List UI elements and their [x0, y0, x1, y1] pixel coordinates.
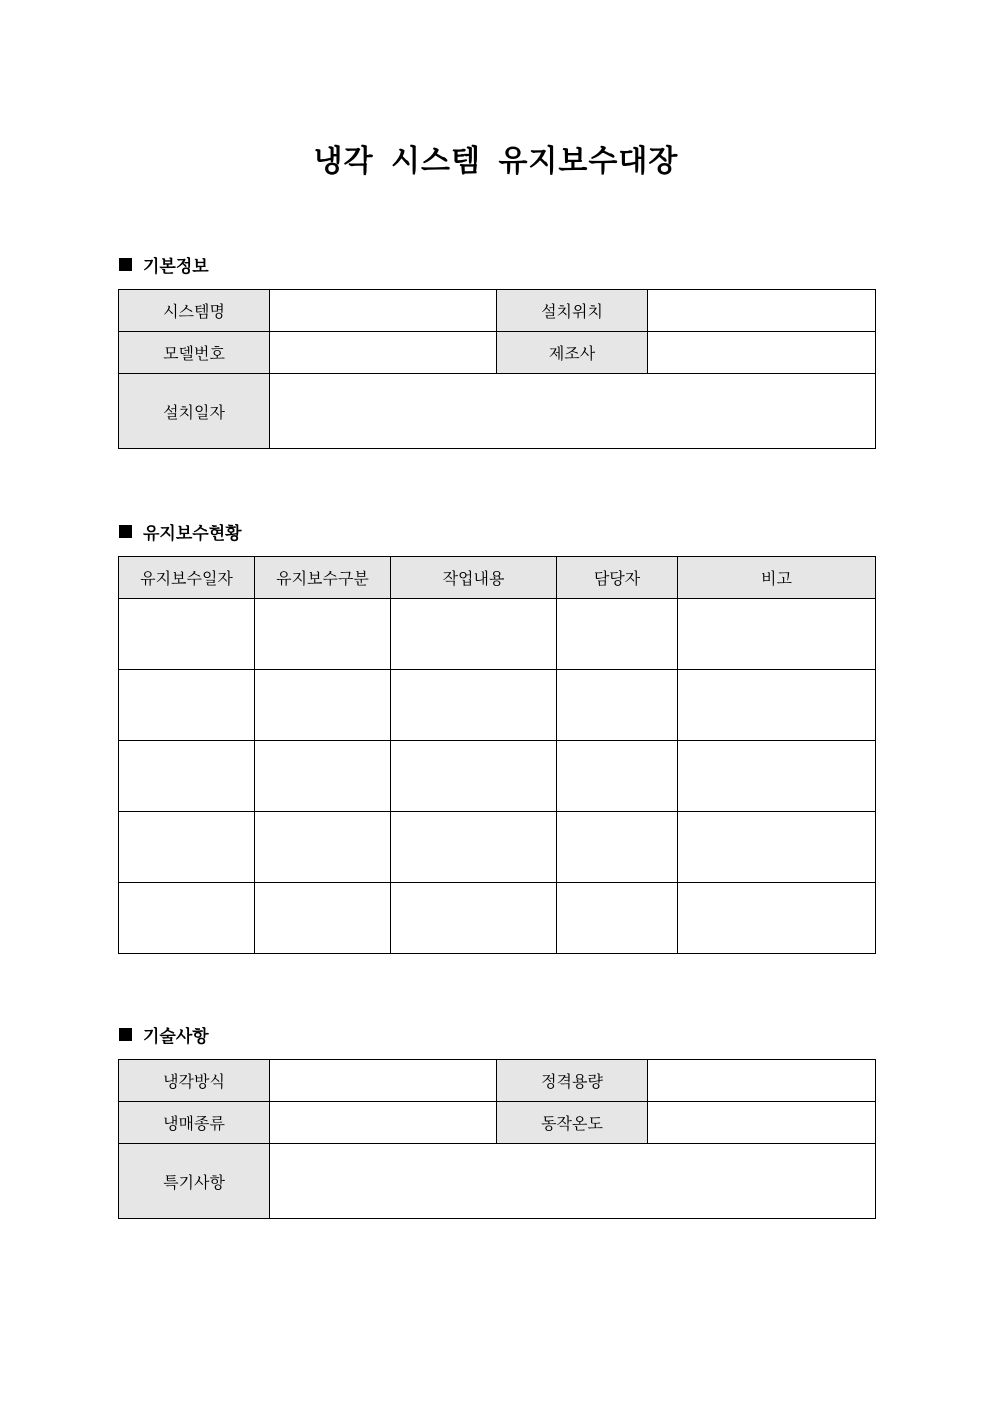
table-cell[interactable]	[391, 670, 557, 741]
table-cell[interactable]	[119, 670, 255, 741]
table-cell[interactable]	[557, 670, 678, 741]
table-cell[interactable]	[255, 883, 391, 954]
table-cell[interactable]	[391, 599, 557, 670]
section-heading-label: 기술사항	[143, 1026, 209, 1047]
table-cell[interactable]	[391, 812, 557, 883]
column-header-person-in-charge: 담당자	[557, 557, 678, 599]
square-bullet-icon	[119, 258, 132, 271]
table-cell[interactable]	[255, 670, 391, 741]
system-name-field[interactable]	[270, 290, 497, 332]
install-location-field[interactable]	[648, 290, 876, 332]
table-cell[interactable]	[678, 812, 876, 883]
maintenance-table	[118, 556, 876, 954]
table-cell[interactable]	[119, 741, 255, 812]
system-name-label: 시스템명	[119, 290, 270, 332]
table-cell[interactable]	[557, 599, 678, 670]
table-cell[interactable]	[678, 599, 876, 670]
operating-temp-label: 동작온도	[497, 1102, 648, 1144]
table-row	[119, 741, 876, 812]
rated-capacity-label: 정격용량	[497, 1060, 648, 1102]
operating-temp-field[interactable]	[648, 1102, 876, 1144]
column-header-maintenance-date: 유지보수일자	[119, 557, 255, 599]
section-heading-tech	[119, 1022, 209, 1046]
model-number-label: 모델번호	[119, 332, 270, 374]
table-row	[119, 812, 876, 883]
basic-info-table	[118, 289, 876, 449]
column-header-remarks: 비고	[678, 557, 876, 599]
section-heading-label: 기본정보	[143, 256, 209, 277]
tech-table	[118, 1059, 876, 1219]
rated-capacity-field[interactable]	[648, 1060, 876, 1102]
table-row	[119, 883, 876, 954]
refrigerant-type-label: 냉매종류	[119, 1102, 270, 1144]
document-title: 냉각 시스템 유지보수대장	[313, 144, 679, 179]
install-date-field[interactable]	[270, 374, 876, 449]
table-cell[interactable]	[255, 741, 391, 812]
table-cell[interactable]	[391, 883, 557, 954]
cooling-method-label: 냉각방식	[119, 1060, 270, 1102]
section-heading-basic-info	[119, 252, 209, 276]
table-row	[119, 599, 876, 670]
refrigerant-type-field[interactable]	[270, 1102, 497, 1144]
section-heading-label: 유지보수현황	[143, 523, 242, 544]
manufacturer-label: 제조사	[497, 332, 648, 374]
table-cell[interactable]	[255, 599, 391, 670]
table-cell[interactable]	[678, 883, 876, 954]
table-cell[interactable]	[557, 741, 678, 812]
square-bullet-icon	[119, 1028, 132, 1041]
manufacturer-field[interactable]	[648, 332, 876, 374]
square-bullet-icon	[119, 525, 132, 538]
table-cell[interactable]	[678, 741, 876, 812]
model-number-field[interactable]	[270, 332, 497, 374]
special-notes-field[interactable]	[270, 1144, 876, 1219]
table-row	[119, 670, 876, 741]
table-cell[interactable]	[557, 812, 678, 883]
special-notes-label: 특기사항	[119, 1144, 270, 1219]
section-heading-maintenance	[119, 519, 242, 543]
table-cell[interactable]	[557, 883, 678, 954]
column-header-work-details: 작업내용	[391, 557, 557, 599]
table-cell[interactable]	[255, 812, 391, 883]
table-cell[interactable]	[391, 741, 557, 812]
install-location-label: 설치위치	[497, 290, 648, 332]
table-cell[interactable]	[119, 599, 255, 670]
table-cell[interactable]	[678, 670, 876, 741]
install-date-label: 설치일자	[119, 374, 270, 449]
table-cell[interactable]	[119, 883, 255, 954]
cooling-method-field[interactable]	[270, 1060, 497, 1102]
column-header-maintenance-type: 유지보수구분	[255, 557, 391, 599]
table-cell[interactable]	[119, 812, 255, 883]
